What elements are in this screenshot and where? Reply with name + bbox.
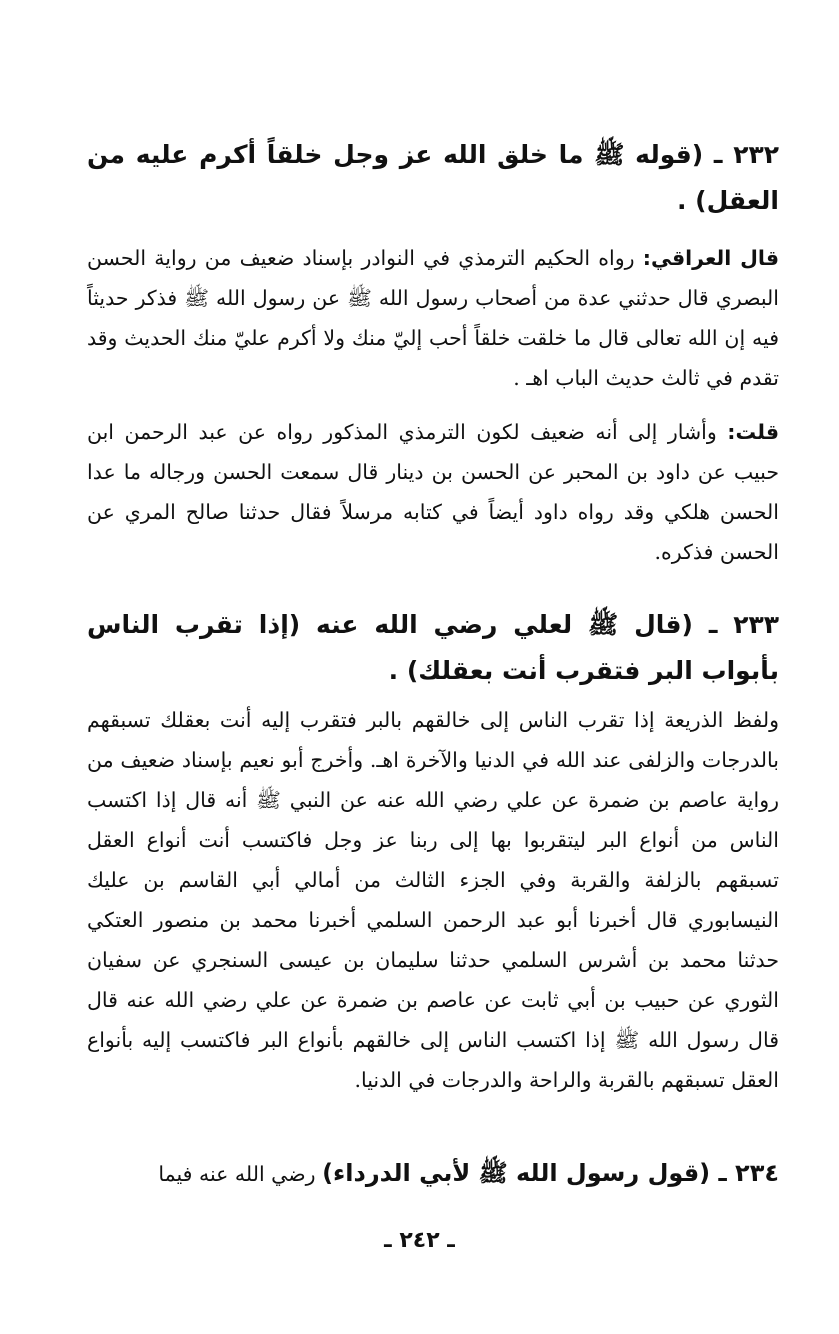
paragraph-text: ولفظ الذريعة إذا تقرب الناس إلى خالقهم بالبر فتقرب إليه أنت بعقلك تسبقهم بالدرجات والزلفى عند الله في الدنيا والآخرة اهـ. وأخرج أبو نعيم بإسناد ضعيف من رواية عاصم بن ضمرة عن علي رضي الله عنه عن النبي ﷺ أنه قال إذا اكتسب الناس من أنواع البر ليتقربوا بها إلى ربنا عز وجل فاكتسب أنت أنواع العقل تسبقهم بالزلفة والقربة وفي الجزء الثالث من أمالي أبي القاسم بن عليك النيسابوري قال أخبرنا أبو عبد الرحمن السلمي أخبرنا محمد بن منصور العتكي حدثنا محمد بن أشرس السلمي حدثنا سليمان بن عيسى السنجري عن سفيان الثوري عن حبيب بن أبي ثابت عن عاصم بن ضمرة عن علي رضي الله عنه قال قال رسول الله ﷺ إذا اكتسب الناس إلى خالقهم بأنواع البر فاكتسب إليه بأنواع العقل تسبقهم بالقربة والراحة والدرجات في الدنيا. bbox=[87, 708, 779, 1092]
entry-232-paragraph-2 bbox=[87, 412, 779, 572]
paragraph-lead: قال العراقي: bbox=[642, 246, 780, 270]
entry-234-heading bbox=[87, 1150, 779, 1196]
paragraph-lead: قلت: bbox=[727, 420, 779, 444]
entry-234-heading-text: ٢٣٤ ـ (قول رسول الله ﷺ لأبي الدرداء) bbox=[322, 1159, 779, 1187]
page-number: ـ ٢٤٢ ـ bbox=[384, 1228, 455, 1253]
entry-234-tail: رضي الله عنه فيما bbox=[158, 1162, 323, 1186]
paragraph-text: وأشار إلى أنه ضعيف لكون الترمذي المذكور رواه عن عبد الرحمن ابن حبيب عن داود بن المحبر عن الحسن بن دينار قال سمعت الحسن ورجاله ما عدا الحسن هلكي وقد رواه داود أيضاً في كتابه مرسلاً فقال حدثنا صالح المري عن الحسن فذكره. bbox=[87, 420, 779, 564]
paragraph-text: رواه الحكيم الترمذي في النوادر بإسناد ضعيف من رواية الحسن البصري قال حدثني عدة من أصحاب رسول الله ﷺ عن رسول الله ﷺ فذكر حديثاً فيه إن الله تعالى قال ما خلقت خلقاً أحب إليّ منك ولا أكرم عليّ منك الحديث وقد تقدم في ثالث حديث الباب اهـ . bbox=[87, 246, 779, 390]
entry-232-paragraph-1 bbox=[87, 238, 779, 398]
entry-233-paragraph-1 bbox=[87, 700, 779, 1100]
entry-232-heading: ٢٣٢ ـ (قوله ﷺ ما خلق الله عز وجل خلقاً أكرم عليه من العقل) . bbox=[87, 140, 779, 215]
entry-233-heading: ٢٣٣ ـ (قال ﷺ لعلي رضي الله عنه (إذا تقرب الناس بأبواب البر فتقرب أنت بعقلك) . bbox=[87, 610, 779, 685]
